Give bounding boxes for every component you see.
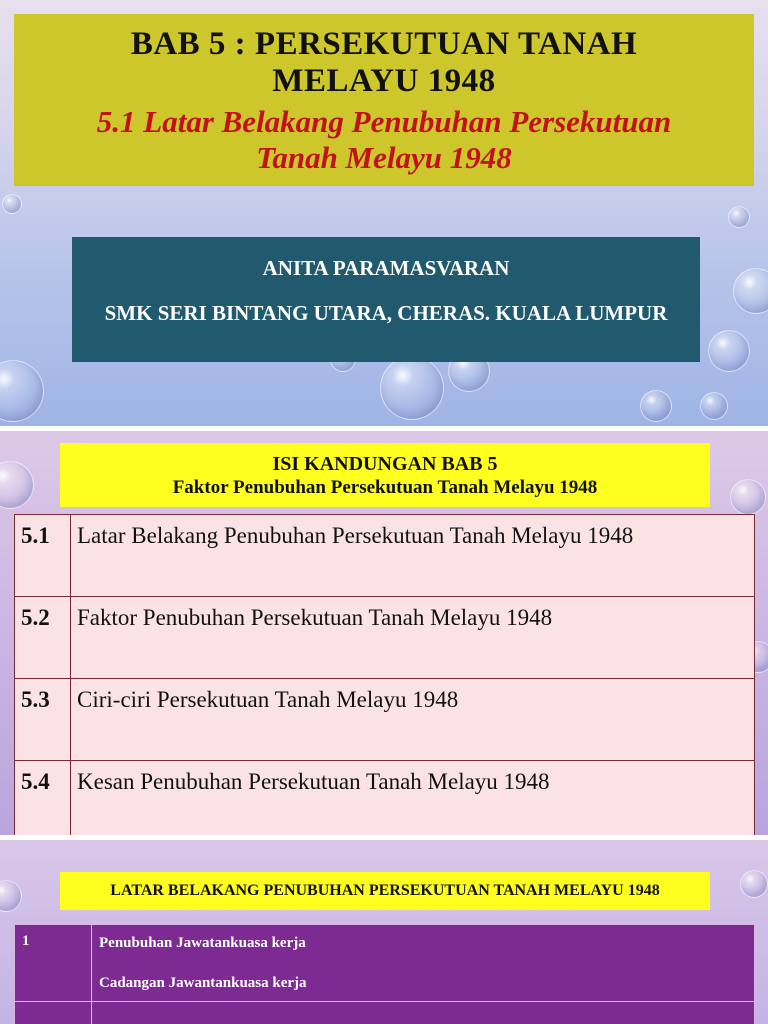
row-text: Ciri-ciri Persekutuan Tanah Melayu 1948 bbox=[71, 679, 755, 761]
slide-title bbox=[0, 0, 768, 426]
bubble-decoration bbox=[740, 870, 768, 898]
author-box bbox=[72, 237, 700, 362]
row-text bbox=[92, 1002, 755, 1024]
row-text: Latar Belakang Penubuhan Persekutuan Tanah Melayu 1948 bbox=[71, 515, 755, 597]
chapter-title-line2: MELAYU 1948 bbox=[272, 63, 496, 99]
table-row bbox=[15, 515, 755, 597]
slide-contents bbox=[0, 431, 768, 835]
row-text: Faktor Penubuhan Persekutuan Tanah Melayu 1948 bbox=[71, 597, 755, 679]
bubble-decoration bbox=[728, 206, 750, 228]
table-row bbox=[15, 925, 755, 1002]
contents-heading bbox=[60, 443, 710, 507]
bubble-decoration bbox=[700, 392, 728, 420]
section-subtitle bbox=[14, 104, 754, 176]
table-row bbox=[15, 761, 755, 836]
background-table bbox=[14, 924, 755, 1024]
section-subtitle-line2: Tanah Melayu 1948 bbox=[256, 140, 512, 175]
row-text-line1: Penubuhan Jawatankuasa kerja bbox=[99, 935, 306, 951]
author-name: ANITA PARAMASVARAN bbox=[262, 256, 510, 280]
row-number: 5.3 bbox=[15, 679, 71, 761]
row-number: 5.1 bbox=[15, 515, 71, 597]
table-row bbox=[15, 679, 755, 761]
section-subtitle-line1: 5.1 Latar Belakang Penubuhan Persekutuan bbox=[96, 104, 672, 139]
school-name: SMK SERI BINTANG UTARA, CHERAS. KUALA LUMPUR bbox=[104, 301, 668, 325]
bubble-decoration bbox=[733, 268, 768, 314]
contents-table bbox=[14, 514, 755, 835]
table-row bbox=[15, 597, 755, 679]
table-row bbox=[15, 1002, 755, 1024]
row-text: Kesan Penubuhan Persekutuan Tanah Melayu 1948 bbox=[71, 761, 755, 836]
background-heading: LATAR BELAKANG PENUBUHAN PERSEKUTUAN TANAH MELAYU 1948 bbox=[60, 872, 710, 910]
row-text-line2: Cadangan Jawantankuasa kerja bbox=[99, 975, 307, 991]
bubble-decoration bbox=[708, 330, 750, 372]
slide-background bbox=[0, 840, 768, 1024]
bubble-decoration bbox=[730, 479, 766, 515]
chapter-title bbox=[14, 26, 754, 100]
row-number: 5.2 bbox=[15, 597, 71, 679]
contents-heading-subtitle: Faktor Penubuhan Persekutuan Tanah Melayu 1948 bbox=[172, 477, 598, 498]
bubble-decoration bbox=[0, 360, 44, 422]
row-number bbox=[15, 1002, 92, 1024]
bubble-decoration bbox=[380, 356, 444, 420]
bubble-decoration bbox=[0, 880, 22, 912]
title-box bbox=[14, 14, 754, 186]
bubble-decoration bbox=[2, 194, 22, 214]
row-text bbox=[92, 925, 755, 1002]
bubble-decoration bbox=[0, 461, 34, 509]
bubble-decoration bbox=[640, 390, 672, 422]
chapter-title-line1: BAB 5 : PERSEKUTUAN TANAH bbox=[130, 26, 638, 62]
row-number: 5.4 bbox=[15, 761, 71, 836]
contents-heading-title: ISI KANDUNGAN BAB 5 bbox=[272, 453, 498, 475]
row-number: 1 bbox=[15, 925, 92, 1002]
